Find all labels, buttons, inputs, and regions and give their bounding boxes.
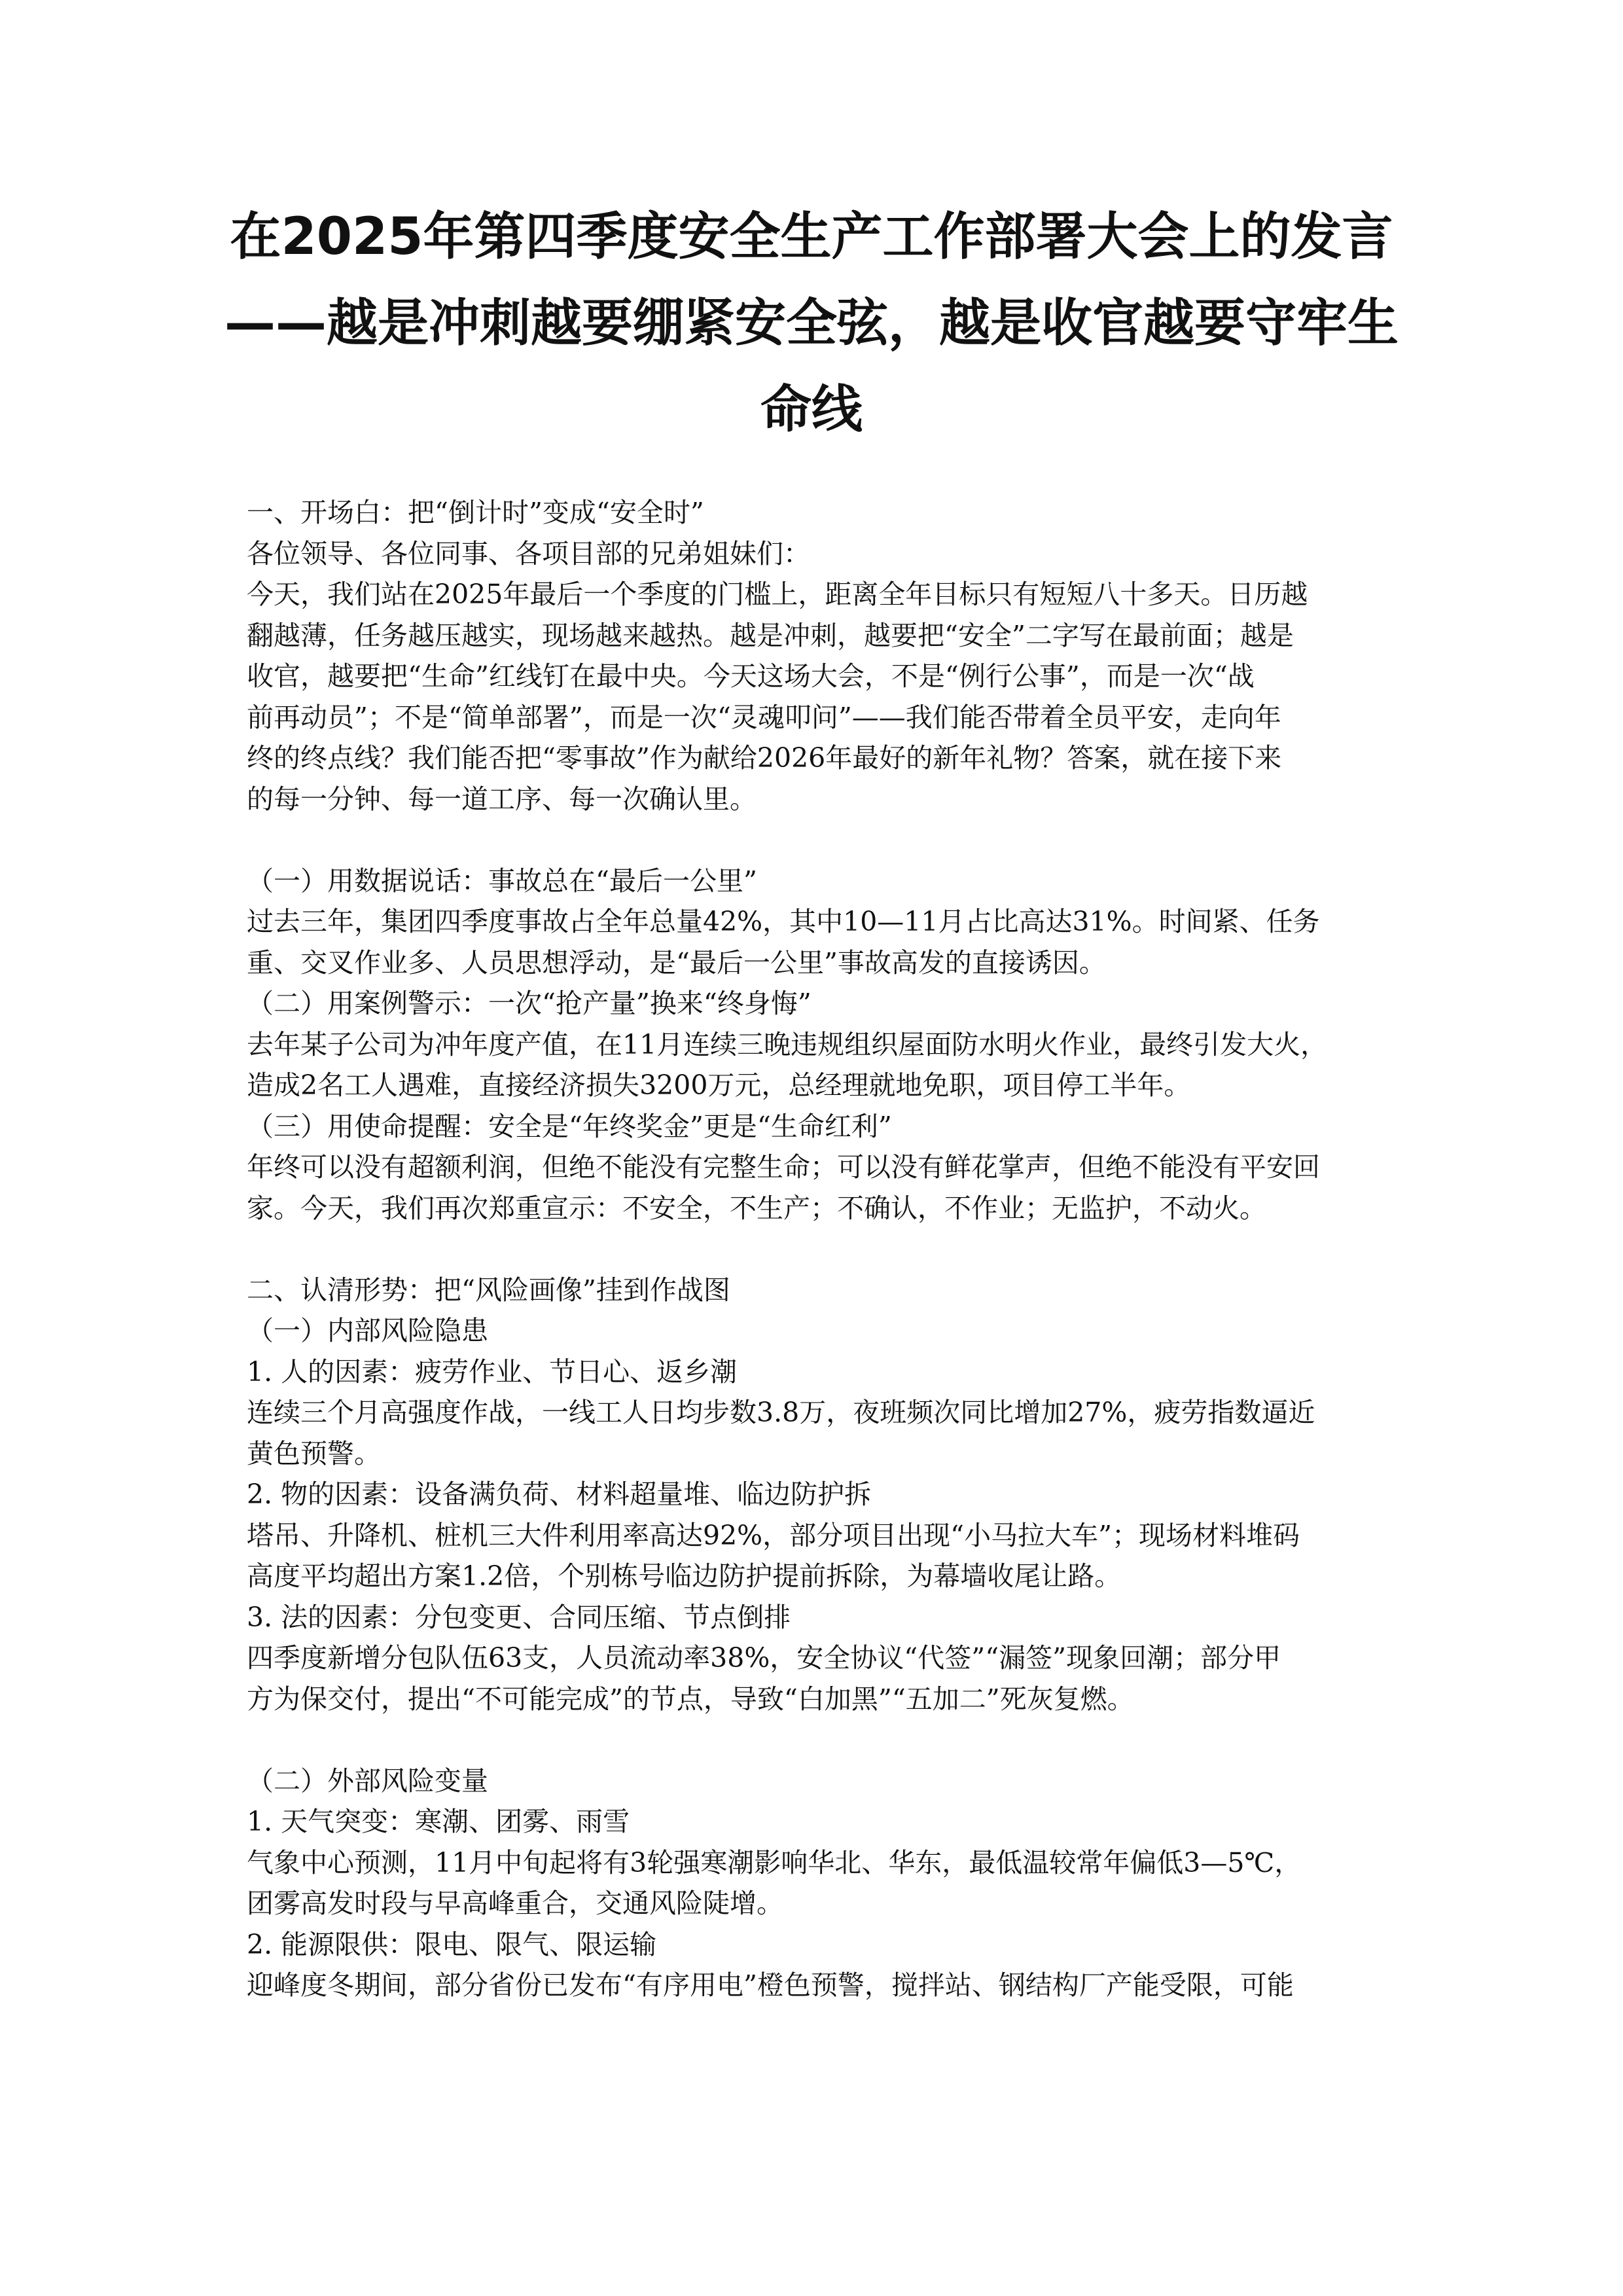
body-line: 年终可以没有超额利润，但绝不能没有完整生命；可以没有鲜花掌声，但绝不能没有平安回: [247, 1151, 1320, 1183]
list-item-rule-factors: 3. 法的因素：分包变更、合同压缩、节点倒排: [247, 1601, 791, 1633]
body-line: 气象中心预测，11月中旬起将有3轮强寒潮影响华北、华东，最低温较常年偏低3—5℃，: [247, 1846, 1302, 1878]
list-item-material-factors: 2. 物的因素：设备满负荷、材料超量堆、临边防护拆: [247, 1479, 872, 1510]
subheading-mission: （三）用使命提醒：安全是“年终奖金”更是“生命红利”: [247, 1110, 892, 1142]
body-line: 连续三个月高强度作战，一线工人日均步数3.8万，夜班频次同比增加27%，疲劳指数逼近: [247, 1397, 1315, 1428]
document-body: [247, 492, 1392, 2006]
body-line: 迎峰度冬期间，部分省份已发布“有序用电”橙色预警，搅拌站、钢结构厂产能受限，可能: [247, 1969, 1294, 2001]
body-line: 方为保交付，提出“不可能完成”的节点，导致“白加黑”“五加二”死灰复燃。: [247, 1683, 1134, 1715]
section-heading-situation: 二、认清形势：把“风险画像”挂到作战图: [247, 1274, 730, 1306]
body-line: 黄色预警。: [247, 1437, 381, 1469]
salutation: 各位领导、各位同事、各项目部的兄弟姐妹们：: [247, 537, 810, 569]
body-line: 塔吊、升降机、桩机三大件利用率高达92%，部分项目出现“小马拉大车”；现场材料堆码: [247, 1519, 1300, 1551]
body-line: 高度平均超出方案1.2倍，个别栋号临边防护提前拆除，为幕墙收尾让路。: [247, 1560, 1122, 1592]
body-line: 过去三年，集团四季度事故占全年总量42%，其中10—11月占比高达31%。时间紧、任务: [247, 906, 1320, 937]
body-line: 四季度新增分包队伍63支，人员流动率38%，安全协议“代签”“漏签”现象回潮；部分甲: [247, 1642, 1281, 1674]
body-line: 翻越薄，任务越压越实，现场越来越热。越是冲刺，越要把“安全”二字写在最前面；越是: [247, 619, 1294, 651]
subheading-external-risks: （二）外部风险变量: [247, 1765, 488, 1797]
body-line: 前再动员”；不是“简单部署”，而是一次“灵魂叩问”——我们能否带着全员平安，走向年: [247, 701, 1281, 733]
paragraph-gap: [247, 1719, 1392, 1761]
section-heading-opening: 一、开场白：把“倒计时”变成“安全时”: [247, 497, 704, 528]
body-line: 去年某子公司为冲年度产值，在11月连续三晚违规组织屋面防水明火作业，最终引发大火，: [247, 1028, 1328, 1060]
subheading-case: （二）用案例警示：一次“抢产量”换来“终身悔”: [247, 988, 812, 1019]
body-line: 收官，越要把“生命”红线钉在最中央。今天这场大会，不是“例行公事”，而是一次“战: [247, 660, 1255, 692]
list-item-weather: 1. 天气突变：寒潮、团雾、雨雪: [247, 1806, 630, 1837]
title-line-1: 在2025年第四季度安全生产工作部署大会上的发言: [230, 207, 1393, 266]
paragraph-gap: [247, 1229, 1392, 1270]
title-line-3: 命线: [760, 380, 863, 439]
title-line-2: ——越是冲刺越要绷紧安全弦，越是收官越要守牢生: [224, 294, 1399, 353]
subheading-internal-risks: （一）内部风险隐患: [247, 1315, 488, 1346]
body-line: 造成2名工人遇难，直接经济损失3200万元，总经理就地免职，项目停工半年。: [247, 1069, 1191, 1101]
subheading-data: （一）用数据说话：事故总在“最后一公里”: [247, 865, 757, 897]
body-line: 今天，我们站在2025年最后一个季度的门槛上，距离全年目标只有短短八十多天。日历越: [247, 579, 1308, 610]
list-item-energy: 2. 能源限供：限电、限气、限运输: [247, 1928, 657, 1960]
body-line: 的每一分钟、每一道工序、每一次确认里。: [247, 783, 757, 815]
document-title: [196, 194, 1427, 453]
body-line: 家。今天，我们再次郑重宣示：不安全，不生产；不确认，不作业；无监护，不动火。: [247, 1192, 1266, 1224]
body-line: 团雾高发时段与早高峰重合，交通风险陡增。: [247, 1888, 783, 1919]
paragraph-gap: [247, 819, 1392, 861]
body-line: 终的终点线？我们能否把“零事故”作为献给2026年最好的新年礼物？答案，就在接下来: [247, 742, 1282, 774]
body-line: 重、交叉作业多、人员思想浮动，是“最后一公里”事故高发的直接诱因。: [247, 946, 1106, 978]
list-item-human-factors: 1. 人的因素：疲劳作业、节日心、返乡潮: [247, 1355, 738, 1388]
